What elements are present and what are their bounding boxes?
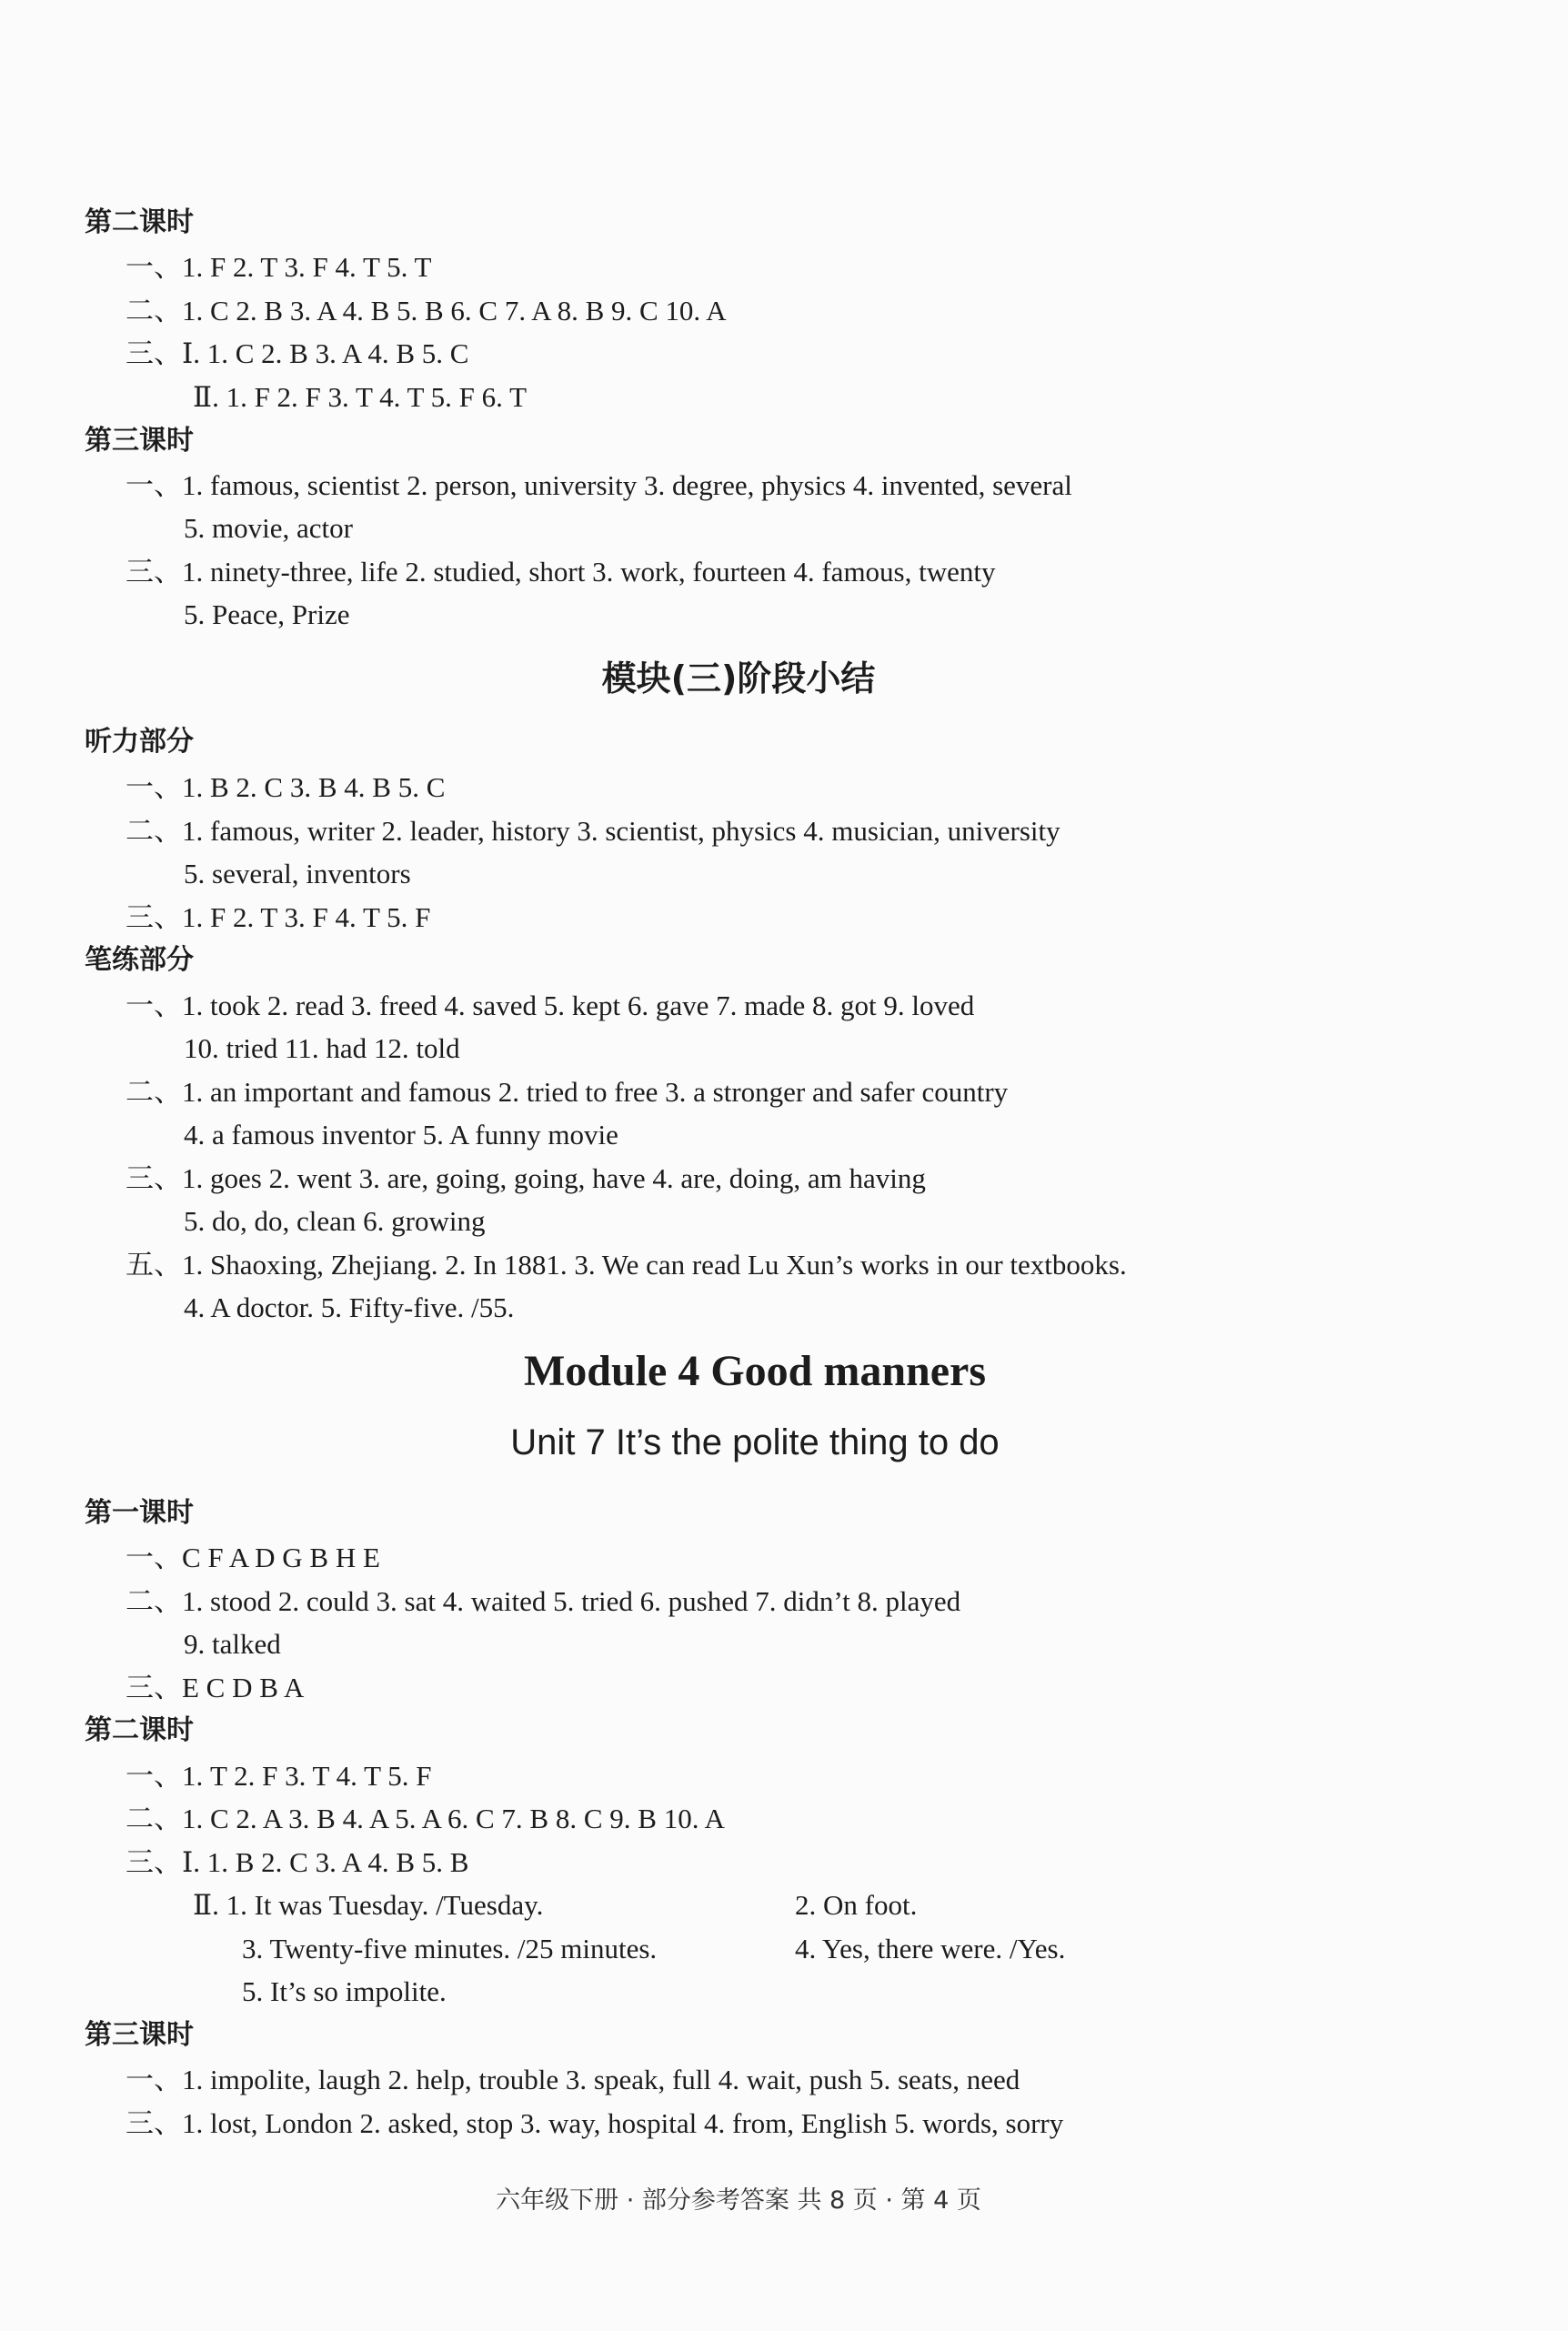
answer-line: 二、1. stood 2. could 3. sat 4. waited 5. tried 6. pushed 7. didn’t 8. played — [126, 1585, 961, 1617]
lesson-heading: 第一课时 — [85, 1497, 194, 1529]
answer-line: 三、1. lost, London 2. asked, stop 3. way, hospital 4. from, English 5. words, sorry — [126, 2107, 1064, 2139]
unit-title: Unit 7 It’s the polite thing to do — [510, 1422, 1000, 1462]
answer-line: 三、Ⅰ. 1. C 2. B 3. A 4. B 5. C — [126, 337, 469, 369]
answer-line: 5. It’s so impolite. — [242, 1975, 447, 2007]
part-heading: 笔练部分 — [85, 944, 194, 976]
answer-line: 一、1. T 2. F 3. T 4. T 5. F — [126, 1760, 432, 1792]
answer-line: Ⅱ. 1. F 2. F 3. T 4. T 5. F 6. T — [193, 381, 528, 413]
answer-line: 一、1. impolite, laugh 2. help, trouble 3. speak, full 4. wait, push 5. seats, need — [126, 2064, 1020, 2095]
answer-line: 一、1. famous, scientist 2. person, university 3. degree, physics 4. invented, several — [126, 469, 1072, 501]
answer-line: 一、C F A D G B H E — [126, 1542, 380, 1573]
answer-line: 二、1. C 2. B 3. A 4. B 5. B 6. C 7. A 8. B 9. C 10. A — [126, 295, 727, 327]
answer-line: Ⅱ. 1. It was Tuesday. /Tuesday. — [193, 1889, 544, 1921]
answer-line: 三、1. goes 2. went 3. are, going, going, have 4. are, doing, am having — [126, 1162, 926, 1194]
lesson-heading: 第二课时 — [85, 206, 194, 238]
answer-line: 5. several, inventors — [184, 858, 411, 889]
answer-line: 一、1. F 2. T 3. F 4. T 5. T — [126, 251, 432, 283]
answer-line: 三、1. F 2. T 3. F 4. T 5. F — [126, 901, 431, 933]
answer-line: 3. Twenty-five minutes. /25 minutes. — [242, 1933, 658, 1964]
answer-line: 4. A doctor. 5. Fifty-five. /55. — [184, 1291, 515, 1323]
answer-line: 5. Peace, Prize — [184, 598, 350, 630]
lesson-heading: 第三课时 — [85, 425, 194, 457]
answer-line: 2. On foot. — [795, 1889, 918, 1921]
part-heading: 听力部分 — [85, 726, 194, 758]
lesson-heading: 第三课时 — [85, 2019, 194, 2051]
answer-line: 4. Yes, there were. /Yes. — [795, 1933, 1066, 1964]
answer-line: 三、Ⅰ. 1. B 2. C 3. A 4. B 5. B — [126, 1846, 469, 1878]
answer-line: 二、1. C 2. A 3. B 4. A 5. A 6. C 7. B 8. C 9. B 10. A — [126, 1803, 725, 1834]
answer-line: 三、1. ninety-three, life 2. studied, short 3. work, fourteen 4. famous, twenty — [126, 556, 996, 588]
section-title: 模块(三)阶段小结 — [601, 658, 876, 698]
answer-line: 9. talked — [184, 1628, 281, 1660]
page-footer: 六年级下册 · 部分参考答案 共 8 页 · 第 4 页 — [496, 2186, 981, 2215]
answer-line: 10. tried 11. had 12. told — [184, 1032, 460, 1064]
answer-line: 4. a famous inventor 5. A funny movie — [184, 1119, 618, 1150]
answer-line: 五、1. Shaoxing, Zhejiang. 2. In 1881. 3. We can read Lu Xun’s works in our textbooks. — [126, 1249, 1127, 1281]
answer-line: 二、1. famous, writer 2. leader, history 3. scientist, physics 4. musician, university — [126, 815, 1060, 847]
module-title: Module 4 Good manners — [523, 1347, 987, 1395]
answer-line: 三、E C D B A — [126, 1672, 305, 1703]
answer-line: 一、1. B 2. C 3. B 4. B 5. C — [126, 771, 446, 803]
answer-line: 5. do, do, clean 6. growing — [184, 1205, 486, 1237]
answer-line: 一、1. took 2. read 3. freed 4. saved 5. kept 6. gave 7. made 8. got 9. loved — [126, 990, 975, 1021]
lesson-heading: 第二课时 — [85, 1714, 194, 1746]
answer-line: 二、1. an important and famous 2. tried to free 3. a stronger and safer country — [126, 1076, 1009, 1108]
answer-line: 5. movie, actor — [184, 512, 353, 544]
